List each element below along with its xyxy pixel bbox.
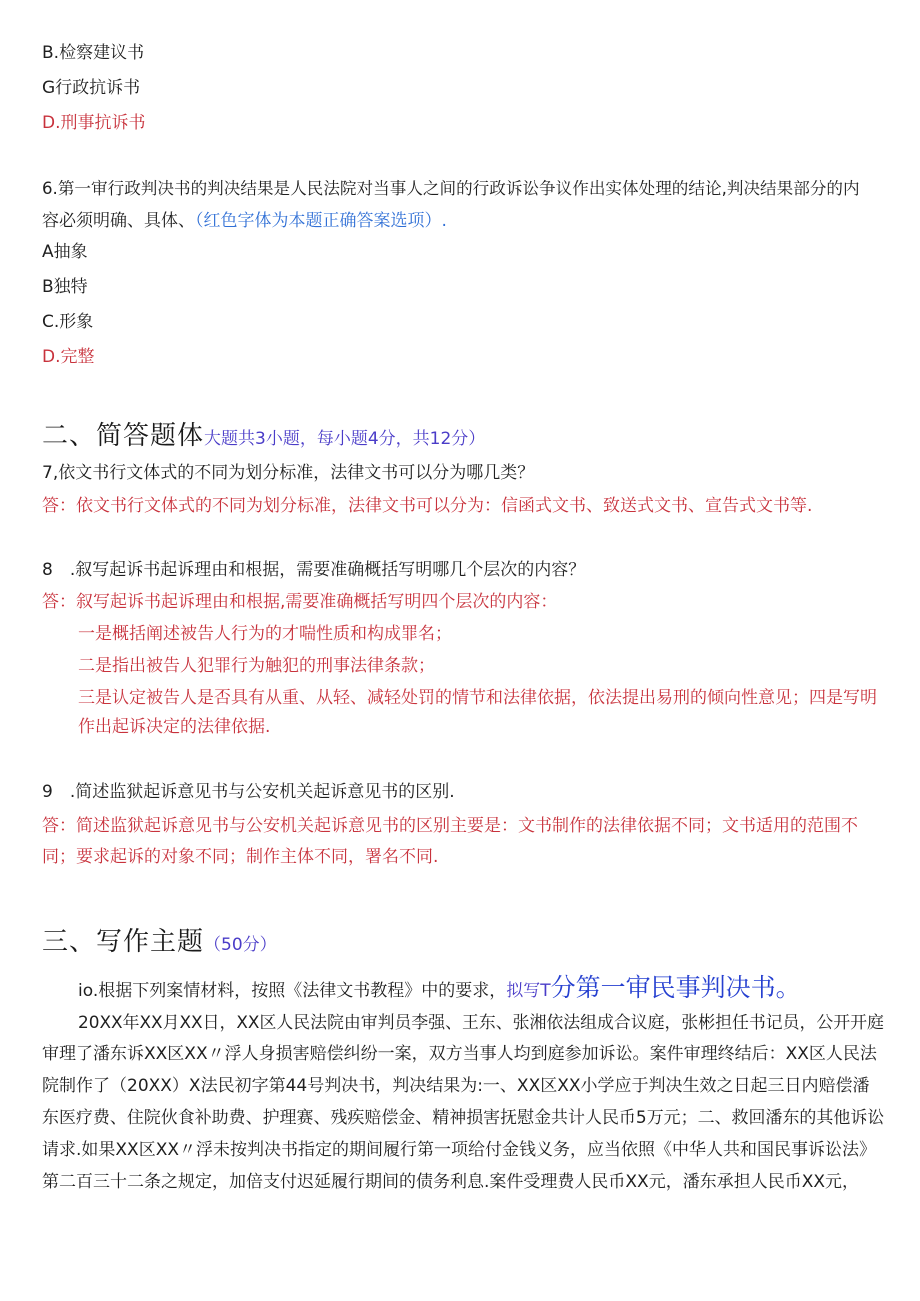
q6-option-b: B独特 xyxy=(42,277,88,297)
q8-point3-line2: 作出起诉决定的法律依据. xyxy=(78,717,271,737)
section3-subtitle: （50分） xyxy=(204,935,277,955)
q6-option-a: A抽象 xyxy=(42,242,88,262)
section3-heading xyxy=(42,926,277,961)
section2-heading xyxy=(42,420,485,455)
q6-stem-line1: 6.第一审行政判决书的判决结果是人民法院对当事人之间的行政诉讼争议作出实体处理的结论,判决结果部分的内 xyxy=(42,179,860,198)
q6-option-d-correct: D.完整 xyxy=(42,347,95,367)
section2-subtitle: 大题共3小题，每小题4分，共12分） xyxy=(204,429,486,449)
q6-stem-line2 xyxy=(42,209,447,233)
option-c: G行政抗诉书 xyxy=(42,78,141,98)
q6-option-c: C.形象 xyxy=(42,312,94,332)
q6-stem-text: 容必须明确、具体、 xyxy=(42,211,195,231)
option-d-correct: D.刑事抗诉书 xyxy=(42,113,146,133)
q6-hint: （红色字体为本题正确答案选项）. xyxy=(195,211,447,231)
case-line-4: 东医疗费、住院伙食补助费、护理赛、残疾赔偿金、精神损害抚慰金共计人民币5万元；二、救回潘东的其他诉讼 xyxy=(42,1108,885,1128)
q10-prefix: io.根据下列案情材料，按照《法律文书教程》中的要求， xyxy=(78,981,507,1001)
case-line-1: 20XX年XX月XX日，XX区人民法院由审判员李强、王东、张湘依法组成合议庭，张彬担任书记员，公开开庭 xyxy=(78,1012,884,1032)
section2-title: 二、简答题体 xyxy=(42,421,205,451)
option-b: B.检察建议书 xyxy=(42,43,145,63)
case-line-2: 审理了潘东诉XX区XX〃浮人身损害赔偿纠纷一案，双方当事人均到庭参加诉讼。案件审理终结后：XX区人民法 xyxy=(42,1044,877,1064)
q10-mid: 拟写T xyxy=(506,981,551,1001)
case-line-6: 第二百三十二条之规定，加倍支付迟延履行期间的债务利息.案件受理费人民币XX元，潘东承担人民币XX元， xyxy=(42,1172,859,1192)
q8-point3-line1: 三是认定被告人是否具有从重、从轻、减轻处罚的情节和法律依据，依法提出易刑的倾向性意见；四是写明 xyxy=(78,688,877,708)
q10-prompt xyxy=(78,974,801,1005)
q9-answer-line1: 答：简述监狱起诉意见书与公安机关起诉意见书的区别主要是：文书制作的法律依据不同；文书适用的范围不 xyxy=(42,816,858,836)
q8-point1: 一是概括阐述被告人行为的才喘性质和构成罪名； xyxy=(78,624,452,644)
q9-question: 9 .简述监狱起诉意见书与公安机关起诉意见书的区别. xyxy=(42,782,455,802)
case-line-5: 请求.如果XX区XX〃浮未按判决书指定的期间履行第一项给付金钱义务，应当依照《中华人共和国民事诉讼法》 xyxy=(42,1140,876,1160)
q7-answer: 答：依文书行文体式的不同为划分标准，法律文书可以分为：信函式文书、致送式文书、宣告式文书等. xyxy=(42,496,813,516)
q8-answer: 答：叙写起诉书起诉理由和根据,需要准确概括写明四个层次的内容： xyxy=(42,592,558,612)
case-line-3: 院制作了（20XX）X法民初字第44号判决书，判决结果为:一、XX区XX小学应于判决生效之日起三日内赔偿潘 xyxy=(42,1076,870,1096)
q7-question: 7,依文书行文体式的不同为划分标准，法律文书可以分为哪几类？ xyxy=(42,463,535,483)
q8-point2: 二是指出被告人犯罪行为触犯的刑事法律条款； xyxy=(78,656,435,676)
q8-question: 8 .叙写起诉书起诉理由和根据，需要准确概括写明哪几个层次的内容？ xyxy=(42,560,586,580)
section3-title: 三、写作主题 xyxy=(42,927,205,957)
q9-answer-line2: 同；要求起诉的对象不同；制作主体不同，署名不同. xyxy=(42,847,439,867)
q10-title: 分第一审民事判决书。 xyxy=(550,973,801,1002)
